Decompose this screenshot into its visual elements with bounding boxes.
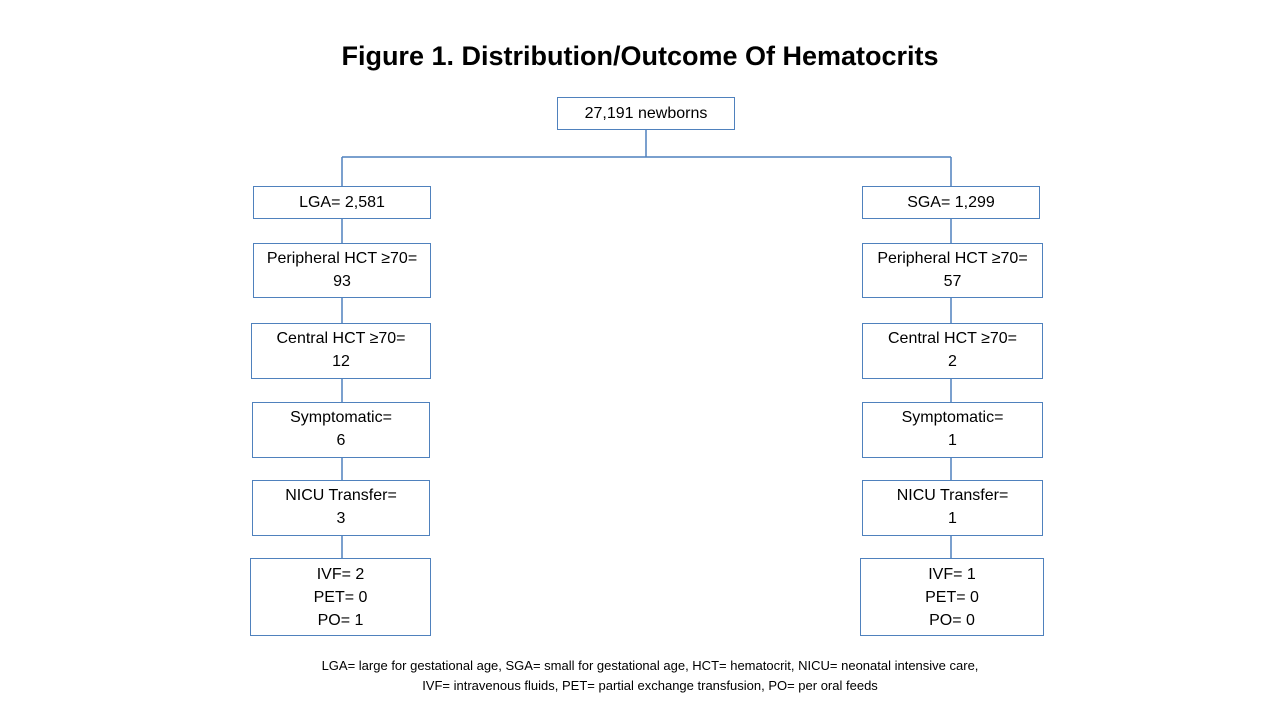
sga-group-box [862,186,1040,219]
lga-symptomatic-box [252,402,430,458]
lga-central-hct-box [251,323,431,379]
sga-outcome-pet: PET= 0 [925,589,979,606]
lga-peripheral-hct-box [253,243,431,298]
lga-nicu-transfer-box [252,480,430,536]
sga-symptomatic-label: Symptomatic= [901,409,1004,426]
sga-group-label: SGA= 1,299 [907,194,995,211]
lga-outcomes-box [250,558,431,636]
lga-symptomatic-label: Symptomatic= [290,409,392,426]
sga-nicu-value: 1 [948,510,957,527]
sga-outcomes-box [860,558,1044,636]
lga-outcome-ivf: IVF= 2 [316,566,365,583]
lga-nicu-label: NICU Transfer= [285,487,397,504]
sga-nicu-label: NICU Transfer= [896,487,1009,504]
sga-peripheral-label: Peripheral HCT ≥70= [877,250,1028,267]
figure-title: Figure 1. Distribution/Outcome Of Hematocrits [341,41,939,71]
lga-symptomatic-value: 6 [336,432,346,449]
lga-group-label: LGA= 2,581 [299,194,385,211]
sga-peripheral-hct-box [862,243,1043,298]
lga-central-value: 12 [332,353,350,370]
lga-group-box [253,186,431,219]
root-box-newborns [557,97,735,130]
sga-symptomatic-box [862,402,1043,458]
footnote-line-2: IVF= intravenous fluids, PET= partial exchange transfusion, PO= per oral feeds [422,678,878,693]
sga-central-label: Central HCT ≥70= [888,330,1017,347]
footnote-line-1: LGA= large for gestational age, SGA= small for gestational age, HCT= hematocrit, NICU= neonatal intensive care, [321,658,979,673]
lga-nicu-value: 3 [336,510,346,527]
sga-symptomatic-value: 1 [948,432,957,449]
sga-central-value: 2 [948,353,957,370]
lga-outcome-po: PO= 1 [317,612,364,629]
sga-central-hct-box [862,323,1043,379]
lga-peripheral-value: 93 [333,273,351,290]
lga-central-label: Central HCT ≥70= [276,330,406,347]
sga-peripheral-value: 57 [943,273,962,290]
sga-outcome-ivf: IVF= 1 [928,566,976,583]
sga-outcome-po: PO= 0 [929,612,975,629]
sga-nicu-transfer-box [862,480,1043,536]
root-label: 27,191 newborns [584,105,708,122]
lga-peripheral-label: Peripheral HCT ≥70= [266,250,418,267]
abbreviations-footnote [0,656,1280,696]
lga-outcome-pet: PET= 0 [313,589,368,606]
